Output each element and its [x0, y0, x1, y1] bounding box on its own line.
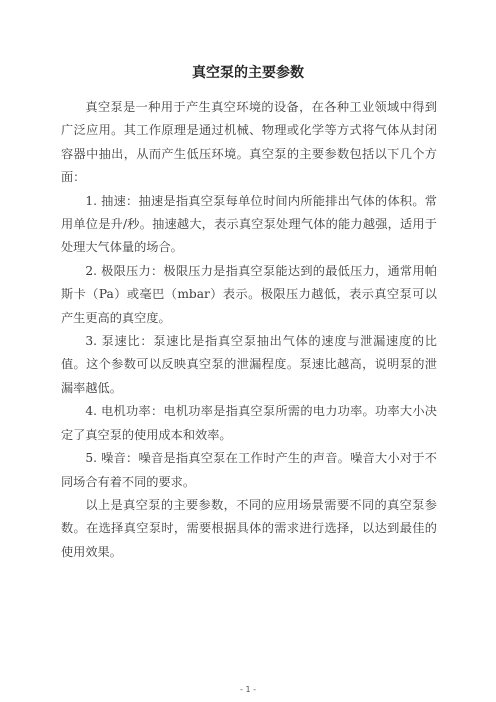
page-number: - 1 -	[240, 685, 256, 694]
paragraph-motor-power: 4. 电机功率：电机功率是指真空泵所需的电力功率。功率大小决定了真空泵的使用成本和效率。	[61, 404, 437, 442]
document-body	[61, 96, 437, 564]
paragraph-ultimate-pressure: 2. 极限压力：极限压力是指真空泵能达到的最低压力，通常用帕斯卡（Pa）或毫巴（mbar）表示。极限压力越低，表示真空泵可以产生更高的真空度。	[61, 263, 437, 325]
paragraph-pumping-speed: 1. 抽速：抽速是指真空泵每单位时间内所能排出气体的体积。常用单位是升/秒。抽速越大，表示真空泵处理气体的能力越强，适用于处理大气体量的场合。	[61, 193, 437, 255]
paragraph-intro: 真空泵是一种用于产生真空环境的设备，在各种工业领域中得到广泛应用。其工作原理是通过机械、物理或化学等方式将气体从封闭容器中抽出，从而产生低压环境。真空泵的主要参数包括以下几个方面：	[61, 100, 437, 185]
paragraph-conclusion: 以上是真空泵的主要参数，不同的应用场景需要不同的真空泵参数。在选择真空泵时，需要根据具体的需求进行选择，以达到最佳的使用效果。	[61, 497, 437, 559]
paragraph-speed-ratio: 3. 泵速比：泵速比是指真空泵抽出气体的速度与泄漏速度的比值。这个参数可以反映真空泵的泄漏程度。泵速比越高，说明泵的泄漏率越低。	[61, 334, 437, 395]
document-title: 真空泵的主要参数	[192, 65, 304, 81]
paragraph-noise: 5. 噪音：噪音是指真空泵在工作时产生的声音。噪音大小对于不同场合有着不同的要求。	[61, 451, 437, 489]
